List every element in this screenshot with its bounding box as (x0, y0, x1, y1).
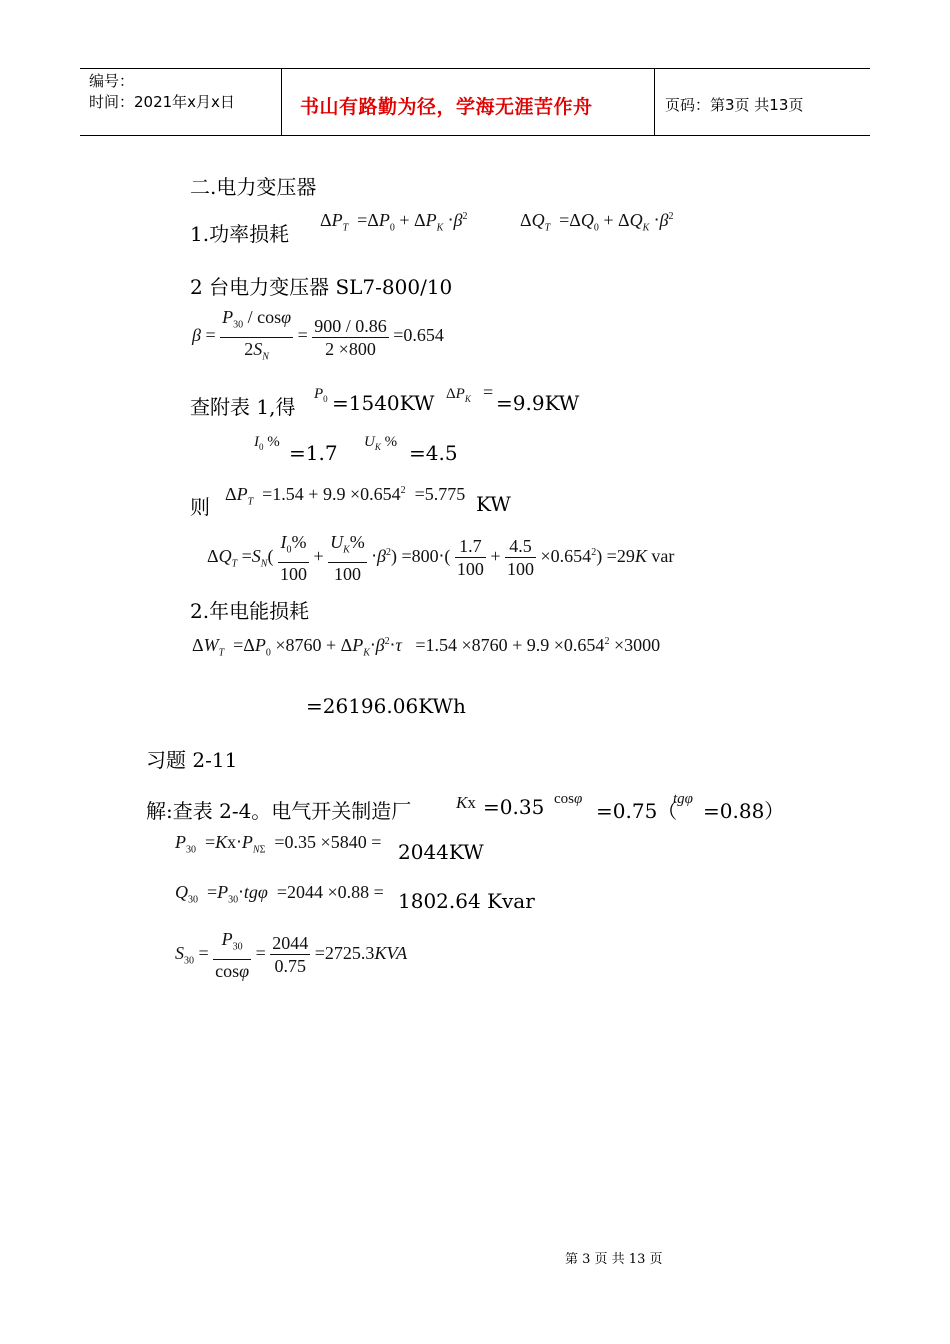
beta-formula: β = $\frac{P_{30} / \cos\varphi}{2S_N}$ = $\frac{900 / 0.86}{2 \times 800}$ =0.654 (192, 307, 444, 363)
header-bottom-rule (80, 135, 870, 136)
Q30-result: 1802.64 Kvar (398, 889, 535, 913)
then-label: 则 (190, 495, 210, 519)
dPK-value: =9.9KW (496, 391, 580, 415)
section-heading: 二.电力变压器 (190, 175, 317, 199)
transformer-line: 2 台电力变压器 SL7-800/10 (190, 275, 453, 299)
dQT-calc: $\Delta Q_T =S_N$( $\frac{I_0\%}{100}$ + $\frac{U_K\%}{100}$ $\cdot\beta^2) =800\cdot$( $\frac{1.7}{100}$ + $\frac{4.5}{100}$ $\times 0.654^2) =29K$ var (207, 532, 675, 584)
P30-result: 2044KW (398, 840, 484, 864)
formula-dPT: $\Delta P_T =\Delta P_0 + \Delta P_K \cdot\beta^2$ (320, 210, 468, 234)
item1-label: 1.功率损耗 (190, 222, 290, 246)
cos-symbol: cosφ (554, 791, 583, 807)
footer-page-number: 第 3 页 共 13 页 (565, 1252, 663, 1267)
lookup-prefix: 查附表 1,得 (190, 395, 296, 419)
dWT-result: =26196.06KWh (306, 694, 466, 718)
formula-dQT: $\Delta Q_T =\Delta Q_0 + \Delta Q_K \cdot\beta^2$ (520, 210, 674, 234)
dWT-calc: $\Delta W_T =\Delta P_0 \times 8760 + \Delta P_K\cdot\beta^2\cdot\tau =1.54 \times 8760 + 9.9 \times 0.654^2 \times 3000$ (192, 635, 661, 659)
header-divider-left (281, 68, 282, 136)
UK-symbol: $U_K$ % (364, 434, 398, 452)
kx-value: =0.35 (483, 795, 545, 819)
cos-value: =0.75（ (596, 799, 678, 823)
dPK-symbol: $\Delta P_K$ (446, 386, 471, 404)
header-divider-right (654, 68, 655, 136)
item2-label: 2.年电能损耗 (190, 599, 310, 623)
S30-calc: $S_{30}$ = $\frac{P_{30}}{\cos\varphi}$ = $\frac{2044}{0.75}$ =2725.3KVA (175, 929, 408, 981)
header-motto: 书山有路勤为径，学海无涯苦作舟 (300, 96, 593, 118)
P0-value: =1540KW (332, 391, 435, 415)
I0-value: =1.7 (289, 441, 338, 465)
header-number-label: 编号： (89, 72, 135, 90)
UK-value: =4.5 (409, 441, 458, 465)
dPK-equals: = (483, 382, 494, 402)
tg-symbol: tgφ (673, 791, 693, 807)
header-top-rule (80, 68, 870, 69)
Q30-calc: $Q_{30} =P_{30}\cdot tg\varphi =2044 \times 0.88$ = (175, 882, 384, 906)
P0-symbol: $P_0$ (314, 386, 328, 404)
header-page-info: 页码：第3页 共13页 (665, 96, 804, 114)
I0-symbol: $I_0$ % (254, 434, 280, 452)
exercise-title: 习题 2-11 (146, 748, 238, 772)
solution-prefix: 解:查表 2-4。电气开关制造厂 (146, 799, 412, 823)
dPT-unit: KW (476, 492, 511, 516)
header-time-label: 时间：2021年x月x日 (89, 93, 235, 111)
kx-symbol: Kx (456, 793, 476, 812)
dPT-calc: $\Delta P_T =1.54 + 9.9 \times 0.654^2 =5.775$ (225, 484, 466, 508)
P30-calc: $P_{30} =Kx\cdot P_{N\Sigma} =0.35 \times 5840$ = (175, 832, 382, 856)
tg-value: =0.88） (703, 799, 785, 823)
